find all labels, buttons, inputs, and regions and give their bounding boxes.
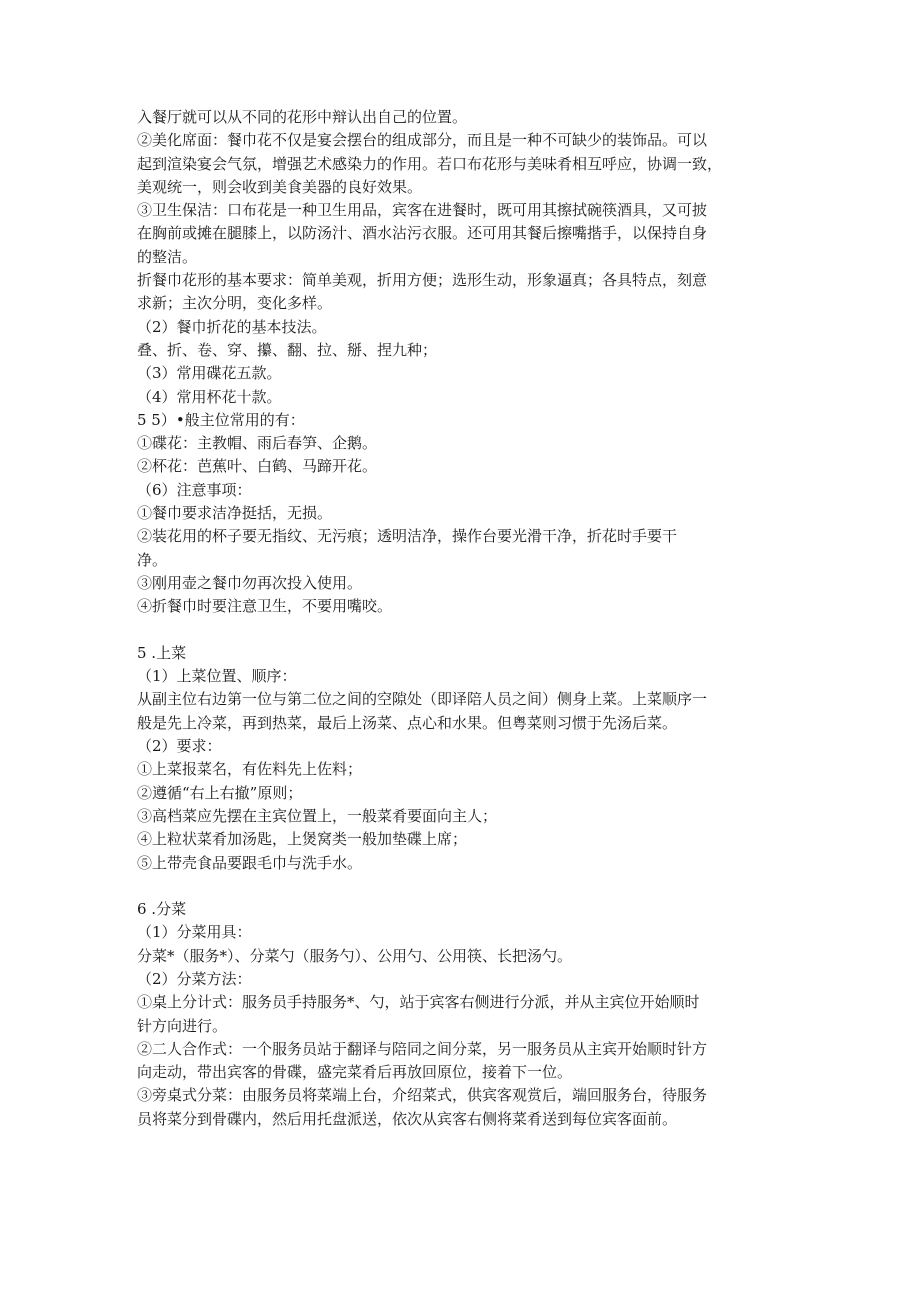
text-line: ②装花用的杯子要无指纹、无污痕；透明洁净，操作台要光滑干净，折花时手要干 <box>137 527 678 546</box>
blank-line <box>137 619 787 642</box>
text-line: 的整洁。 <box>137 247 198 266</box>
text-line: 折餐巾花形的基本要求：简单美观，折用方便；选形生动，形象逼真；各具特点，刻意 <box>137 271 708 290</box>
text-line: 向走动，带出宾客的骨碟，盛完菜肴后再放回原位，接着下一位。 <box>137 1063 573 1082</box>
text-line: ①上菜报菜名，有佐料先上佐料； <box>137 760 363 779</box>
text-line: 净。 <box>137 550 168 569</box>
text-line: ④上粒状菜肴加汤匙，上煲窝类一般加垫碟上席； <box>137 830 468 849</box>
text-line: 从副主位右边第一位与第二位之间的空隙处（即译陪人员之间）侧身上菜。上菜顺序一 <box>137 690 708 709</box>
text-line: 6 .分菜 <box>137 900 187 919</box>
text-line: 在胸前或摊在腿膝上，以防汤汁、酒水沾污衣服。还可用其餐后擦嘴揩手，以保持自身 <box>137 224 708 243</box>
text-line: （2）餐巾折花的基本技法。 <box>137 317 327 336</box>
text-line: ②遵循“右上右撤”原则； <box>137 783 303 802</box>
text-line: 员将菜分到骨碟内，然后用托盘派送，依次从宾客右侧将菜肴送到每位宾客面前。 <box>137 1109 678 1128</box>
text-line: 起到渲染宴会气氛，增强艺术感染力的作用。若口布花形与美味肴相互呼应，协调一致， <box>137 154 723 173</box>
blank-line <box>137 875 787 898</box>
text-line: 求新；主次分明，变化多样。 <box>137 294 333 313</box>
text-line: ③旁桌式分菜：由服务员将菜端上台，介绍菜式，供宾客观赏后，端回服务台，待服务 <box>137 1086 708 1105</box>
text-line: （1）上菜位置、顺序： <box>137 667 297 686</box>
text-line: ①桌上分计式：服务员手持服务*、勺，站于宾客右侧进行分派，并从主宾位开始顺时 <box>137 993 700 1012</box>
text-line: （2）要求： <box>137 737 222 756</box>
text-line: （2）分菜方法： <box>137 969 252 988</box>
text-line: ①餐巾要求洁净挺括，无损。 <box>137 504 333 523</box>
text-line: ④折餐巾时要注意卫生，不要用嘴咬。 <box>137 597 393 616</box>
text-line: ①碟花：主教帽、雨后春笋、企鹅。 <box>137 434 378 453</box>
text-line: ②杯花：芭蕉叶、白鹤、马蹄开花。 <box>137 457 378 476</box>
text-line: ⑤上带壳食品要跟毛巾与洗手水。 <box>137 853 363 872</box>
text-line: （3）常用碟花五款。 <box>137 364 282 383</box>
text-line: ②二人合作式：一个服务员站于翻译与陪同之间分菜，另一服务员从主宾开始顺时针方 <box>137 1039 708 1058</box>
text-line: ②美化席面：餐巾花不仅是宴会摆台的组成部分，而且是一种不可缺少的装饰品。可以 <box>137 131 708 150</box>
text-line: 入餐厅就可以从不同的花形中辩认出自己的位置。 <box>137 108 468 126</box>
text-line: 般是先上冷菜，再到热菜，最后上汤菜、点心和水果。但粤菜则习惯于先汤后菜。 <box>137 713 678 732</box>
text-line: ③刚用壶之餐巾勿再次投入使用。 <box>137 573 363 592</box>
text-line: ③卫生保洁：口布花是一种卫生用品，宾客在进餐时，既可用其擦拭碗筷酒具，又可披 <box>137 201 708 220</box>
text-line: （4）常用杯花十款。 <box>137 387 282 406</box>
text-line: ③高档菜应先摆在主宾位置上，一般菜肴要面向主人； <box>137 806 498 825</box>
text-line: 5 5）•般主位常用的有： <box>137 410 305 429</box>
text-line: 叠、折、卷、穿、攥、翻、拉、掰、捏九种； <box>137 340 438 359</box>
text-line: （1）分菜用具： <box>137 923 252 942</box>
text-line: （6）注意事项： <box>137 480 252 499</box>
text-line: 针方向进行。 <box>137 1016 228 1035</box>
text-line: 5 .上菜 <box>137 643 187 662</box>
document-page <box>137 106 787 1131</box>
text-line: 分菜*（服务*）、分菜勺（服务勺）、公用勺、公用筷、长把汤勺。 <box>137 946 573 965</box>
text-line: 美观统一，则会收到美食美器的良好效果。 <box>137 177 423 196</box>
